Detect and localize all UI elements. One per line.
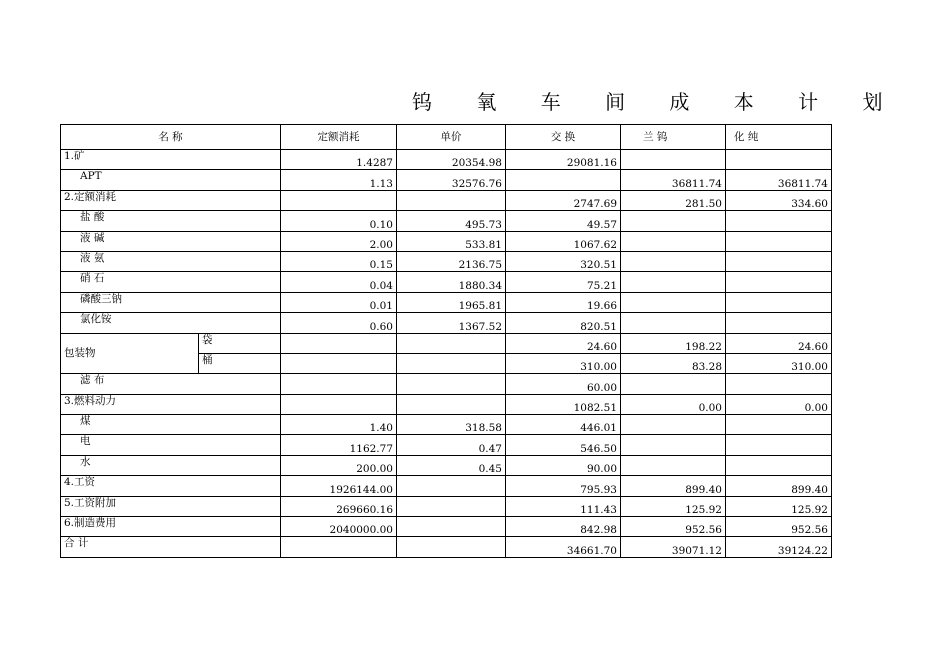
table-row: [61, 170, 832, 190]
table-row: [61, 517, 832, 537]
quota-cell: 1.40: [281, 415, 397, 435]
packaging-label: 包装物: [61, 333, 199, 374]
quota-cell: [281, 353, 397, 373]
price-cell: 32576.76: [397, 170, 506, 190]
price-cell: [397, 353, 506, 373]
price-cell: [397, 190, 506, 210]
row-label: 液 碱: [61, 231, 281, 251]
quota-cell: [281, 537, 397, 557]
lan-cell: 281.50: [621, 190, 726, 210]
price-cell: 20354.98: [397, 150, 506, 170]
exchange-cell: 90.00: [506, 455, 621, 475]
exchange-cell: 2747.69: [506, 190, 621, 210]
price-cell: [397, 374, 506, 394]
exchange-cell: 842.98: [506, 517, 621, 537]
table-row: [61, 231, 832, 251]
header-lan-tungsten: 兰 钨: [621, 125, 726, 150]
row-label: APT: [61, 170, 281, 190]
hua-cell: [726, 150, 832, 170]
quota-cell: [281, 333, 397, 353]
lan-cell: 198.22: [621, 333, 726, 353]
header-quota: 定额消耗: [281, 125, 397, 150]
table-row: [61, 211, 832, 231]
quota-cell: 0.10: [281, 211, 397, 231]
table-row: [61, 435, 832, 455]
header-price: 单价: [397, 125, 506, 150]
exchange-cell: 1082.51: [506, 394, 621, 414]
header-hua-chun: 化 纯: [726, 125, 832, 150]
quota-cell: 2040000.00: [281, 517, 397, 537]
quota-cell: 1.13: [281, 170, 397, 190]
hua-cell: [726, 435, 832, 455]
row-label: 氯化铵: [61, 313, 281, 333]
table-row: [61, 496, 832, 516]
exchange-cell: 34661.70: [506, 537, 621, 557]
hua-cell: 0.00: [726, 394, 832, 414]
price-cell: [397, 537, 506, 557]
row-label: 液 氨: [61, 251, 281, 271]
price-cell: 495.73: [397, 211, 506, 231]
hua-cell: 334.60: [726, 190, 832, 210]
quota-cell: 1926144.00: [281, 476, 397, 496]
price-cell: 1367.52: [397, 313, 506, 333]
table-body: [61, 125, 832, 558]
exchange-cell: 49.57: [506, 211, 621, 231]
row-label: 盐 酸: [61, 211, 281, 231]
lan-cell: 899.40: [621, 476, 726, 496]
price-cell: 2136.75: [397, 251, 506, 271]
price-cell: [397, 517, 506, 537]
lan-cell: [621, 150, 726, 170]
table-row: [61, 333, 832, 353]
price-cell: 1965.81: [397, 292, 506, 312]
quota-cell: 0.04: [281, 272, 397, 292]
hua-cell: [726, 292, 832, 312]
exchange-cell: 320.51: [506, 251, 621, 271]
table-row: [61, 476, 832, 496]
header-row: [61, 125, 832, 150]
lan-cell: [621, 415, 726, 435]
exchange-cell: 29081.16: [506, 150, 621, 170]
row-label: 硝 石: [61, 272, 281, 292]
table-row: [61, 190, 832, 210]
hua-cell: [726, 415, 832, 435]
hua-cell: [726, 313, 832, 333]
price-cell: 0.45: [397, 455, 506, 475]
quota-cell: 200.00: [281, 455, 397, 475]
lan-cell: [621, 313, 726, 333]
cost-plan-table: [60, 124, 832, 558]
row-label: 滤 布: [61, 374, 281, 394]
exchange-cell: 446.01: [506, 415, 621, 435]
hua-cell: 39124.22: [726, 537, 832, 557]
hua-cell: 125.92: [726, 496, 832, 516]
hua-cell: 952.56: [726, 517, 832, 537]
row-label: 2.定额消耗: [61, 190, 281, 210]
price-cell: 533.81: [397, 231, 506, 251]
packaging-sub-label: 桶: [199, 353, 281, 373]
exchange-cell: 24.60: [506, 333, 621, 353]
quota-cell: [281, 394, 397, 414]
quota-cell: 2.00: [281, 231, 397, 251]
hua-cell: [726, 455, 832, 475]
quota-cell: [281, 190, 397, 210]
lan-cell: [621, 231, 726, 251]
row-label: 4.工资: [61, 476, 281, 496]
lan-cell: [621, 455, 726, 475]
exchange-cell: 310.00: [506, 353, 621, 373]
table-row: [61, 292, 832, 312]
quota-cell: 269660.16: [281, 496, 397, 516]
lan-cell: [621, 374, 726, 394]
lan-cell: 0.00: [621, 394, 726, 414]
lan-cell: 83.28: [621, 353, 726, 373]
exchange-cell: 111.43: [506, 496, 621, 516]
exchange-cell: 795.93: [506, 476, 621, 496]
hua-cell: 899.40: [726, 476, 832, 496]
row-label: 5.工资附加: [61, 496, 281, 516]
exchange-cell: 60.00: [506, 374, 621, 394]
hua-cell: [726, 211, 832, 231]
quota-cell: 0.01: [281, 292, 397, 312]
lan-cell: [621, 251, 726, 271]
hua-cell: 36811.74: [726, 170, 832, 190]
row-label: 电: [61, 435, 281, 455]
quota-cell: 1.4287: [281, 150, 397, 170]
lan-cell: [621, 211, 726, 231]
lan-cell: 125.92: [621, 496, 726, 516]
table-row: [61, 272, 832, 292]
header-exchange: 交 换: [506, 125, 621, 150]
page-title: 钨 氧 车 间 成 本 计 划: [412, 90, 902, 114]
price-cell: [397, 496, 506, 516]
lan-cell: [621, 292, 726, 312]
hua-cell: [726, 231, 832, 251]
quota-cell: 0.15: [281, 251, 397, 271]
exchange-cell: [506, 170, 621, 190]
hua-cell: [726, 251, 832, 271]
exchange-cell: 546.50: [506, 435, 621, 455]
hua-cell: 310.00: [726, 353, 832, 373]
lan-cell: [621, 272, 726, 292]
table-row: [61, 394, 832, 414]
row-label: 水: [61, 455, 281, 475]
price-cell: [397, 476, 506, 496]
table-row: [61, 415, 832, 435]
exchange-cell: 820.51: [506, 313, 621, 333]
hua-cell: [726, 374, 832, 394]
exchange-cell: 19.66: [506, 292, 621, 312]
lan-cell: [621, 435, 726, 455]
row-label: 合 计: [61, 537, 281, 557]
price-cell: [397, 333, 506, 353]
header-name: 名 称: [61, 125, 281, 150]
table-row: [61, 374, 832, 394]
lan-cell: 39071.12: [621, 537, 726, 557]
hua-cell: 24.60: [726, 333, 832, 353]
price-cell: 1880.34: [397, 272, 506, 292]
hua-cell: [726, 272, 832, 292]
table-row: [61, 313, 832, 333]
exchange-cell: 75.21: [506, 272, 621, 292]
quota-cell: 0.60: [281, 313, 397, 333]
table-row: [61, 455, 832, 475]
row-label: 磷酸三钠: [61, 292, 281, 312]
price-cell: 318.58: [397, 415, 506, 435]
row-label: 煤: [61, 415, 281, 435]
table-row: [61, 251, 832, 271]
row-label: 3.燃料动力: [61, 394, 281, 414]
lan-cell: 36811.74: [621, 170, 726, 190]
row-label: 6.制造费用: [61, 517, 281, 537]
exchange-cell: 1067.62: [506, 231, 621, 251]
quota-cell: [281, 374, 397, 394]
price-cell: 0.47: [397, 435, 506, 455]
lan-cell: 952.56: [621, 517, 726, 537]
price-cell: [397, 394, 506, 414]
table-row: [61, 537, 832, 557]
quota-cell: 1162.77: [281, 435, 397, 455]
packaging-sub-label: 袋: [199, 333, 281, 353]
table-row: [61, 150, 832, 170]
row-label: 1.矿: [61, 150, 281, 170]
